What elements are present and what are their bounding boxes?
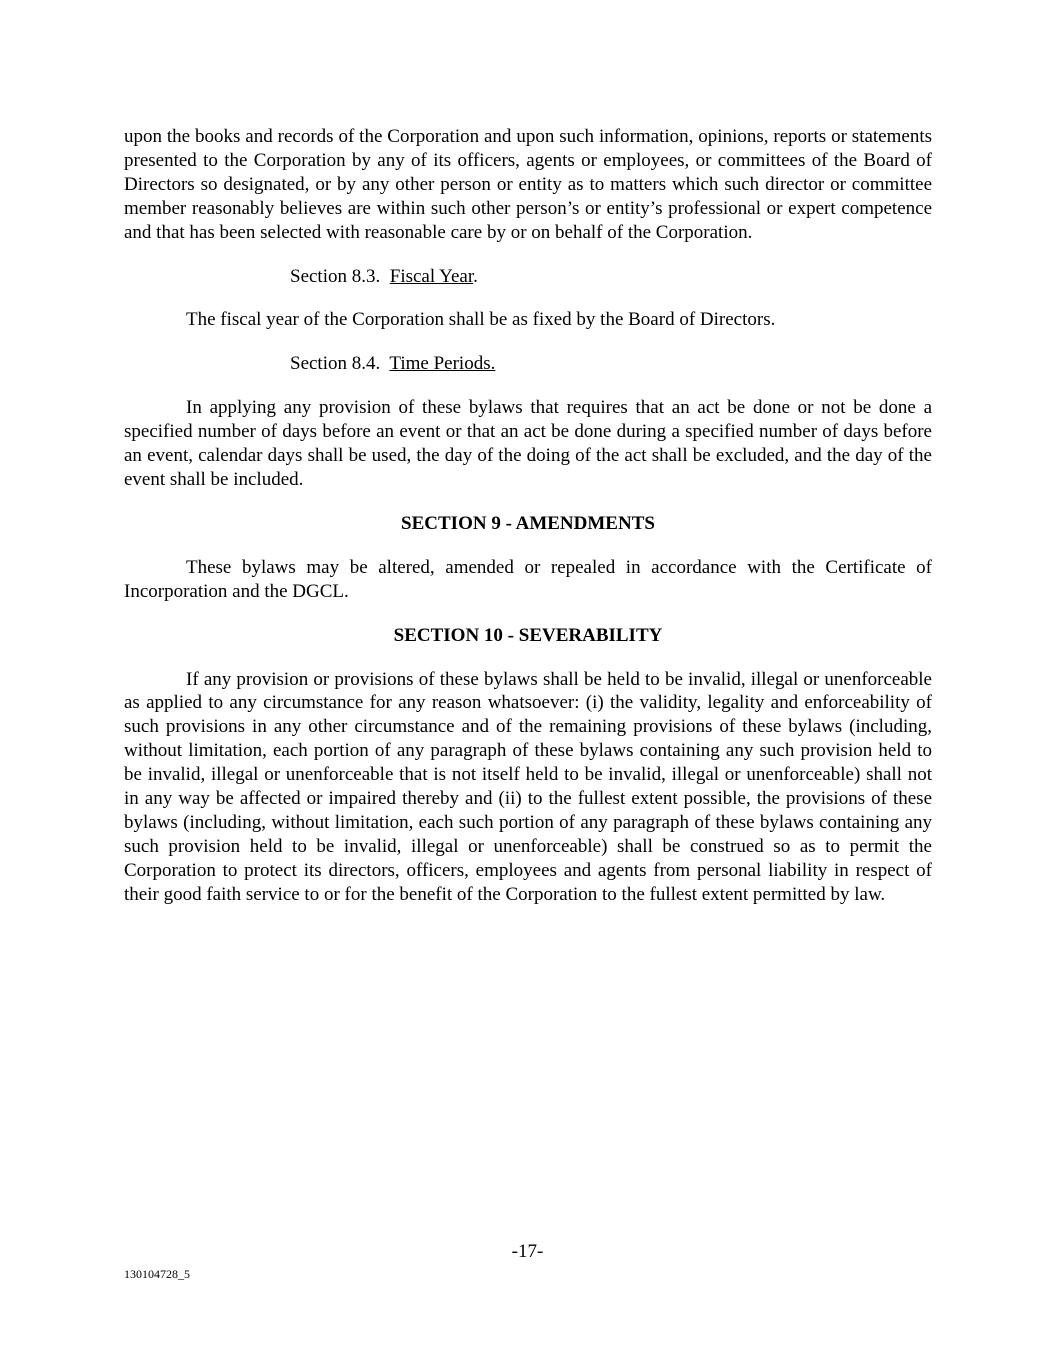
section-9-heading: SECTION 9 - AMENDMENTS [401, 512, 655, 534]
section-8-4-number: Section 8.4. [290, 353, 381, 375]
section-8-4-body: In applying any provision of these bylaws that requires that an act be done or not be done a specified number of days before an event or that an act be done during a specified number of days before an event, calendar days shall be used, the day of the doing of the act shall be excluded, and the day of the event shall be included. [124, 397, 932, 490]
section-10-heading: SECTION 10 - SEVERABILITY [393, 624, 663, 646]
section-10-body: If any provision or provisions of these bylaws shall be held to be invalid, illegal or unenforceable as applied to any circumstance for any reason whatsoever: (i) the validity, legality and enforceability of such provisions in any other circumstance and of the remaining provisions of these bylaws (including, without limitation, each portion of any paragraph of these bylaws containing any such provision held to be invalid, illegal or unenforceable that is not itself held to be invalid, illegal or unenforceable) shall not in any way be affected or impaired thereby and (ii) to the fullest extent possible, the provisions of these bylaws (including, without limitation, each such portion of any paragraph of these bylaws containing any such provision held to be invalid, illegal or unenforceable) shall be construed so as to permit the Corporation to protect its directors, officers, employees and agents from personal liability in respect of their good faith service to or for the benefit of the Corporation to the fullest extent permitted by law. [124, 668, 932, 905]
section-8-4-title: Time Periods. [389, 353, 496, 375]
document-body [124, 125, 932, 907]
page-number: -17- [511, 1241, 544, 1262]
section-8-3-heading [124, 265, 932, 289]
section-8-4-heading [124, 352, 932, 376]
document-id: 130104728_5 [124, 1267, 190, 1281]
section-8-3-body: The fiscal year of the Corporation shall be as fixed by the Board of Directors. [186, 309, 776, 331]
section-9-body: These bylaws may be altered, amended or repealed in accordance with the Certificate of Incorporation and the DGCL. [124, 556, 932, 602]
section-8-3-title: Fiscal Year [389, 265, 474, 287]
section-8-3-trailing: . [473, 265, 478, 287]
section-8-3-number: Section 8.3. [290, 265, 381, 287]
continuation-paragraph: upon the books and records of the Corporation and upon such information, opinions, reports or statements presented to the Corporation by any of its officers, agents or employees, or committees of the Board of Directors so designated, or by any other person or entity as to matters which such director or committee member reasonably believes are within such other person’s or entity’s professional or expert competence and that has been selected with reasonable care by or on behalf of the Corporation. [124, 126, 932, 243]
